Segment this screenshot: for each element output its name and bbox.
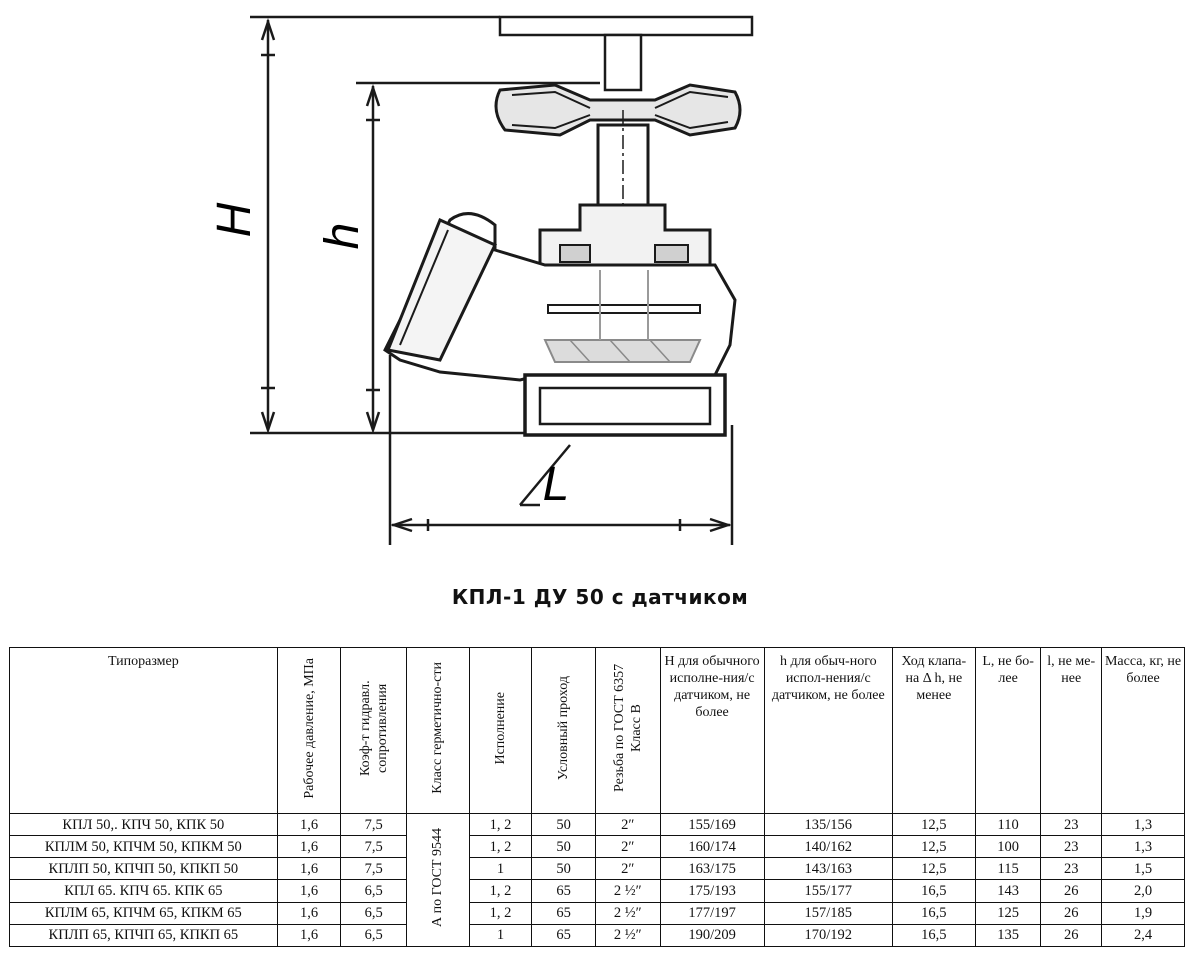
cell-l: 26 [1041, 902, 1102, 924]
cell-stroke: 12,5 [892, 858, 975, 880]
cell-typesize: КПЛ 50,. КПЧ 50, КПК 50 [10, 814, 278, 836]
cell-mass: 1,3 [1102, 836, 1185, 858]
cell-nominal-bore: 50 [532, 814, 596, 836]
cell-thread: 2 ½″ [595, 902, 660, 924]
cell-execution: 1, 2 [469, 814, 532, 836]
header-H: Н для обычного исполне-ния/с датчиком, не более [660, 648, 764, 814]
cell-execution: 1 [469, 924, 532, 946]
header-execution: Исполнение [469, 648, 532, 814]
cell-execution: 1 [469, 858, 532, 880]
cell-L: 135 [975, 924, 1041, 946]
cell-H: 163/175 [660, 858, 764, 880]
cell-H: 155/169 [660, 814, 764, 836]
cell-coef: 6,5 [341, 924, 407, 946]
cell-execution: 1, 2 [469, 880, 532, 902]
table-row [10, 924, 1185, 946]
header-row [10, 648, 1185, 814]
cell-thread: 2 ½″ [595, 924, 660, 946]
cell-L: 125 [975, 902, 1041, 924]
cell-h: 170/192 [764, 924, 892, 946]
cell-coef: 7,5 [341, 836, 407, 858]
cell-pressure: 1,6 [277, 814, 341, 836]
cell-L: 143 [975, 880, 1041, 902]
cell-coef: 6,5 [341, 902, 407, 924]
cell-coef: 7,5 [341, 814, 407, 836]
cell-h: 143/163 [764, 858, 892, 880]
cell-h: 140/162 [764, 836, 892, 858]
cell-mass: 2,4 [1102, 924, 1185, 946]
cell-nominal-bore: 65 [532, 924, 596, 946]
cell-H: 177/197 [660, 902, 764, 924]
cell-stroke: 16,5 [892, 902, 975, 924]
header-tightness-class: Класс герметично-сти [407, 648, 470, 814]
cell-coef: 7,5 [341, 858, 407, 880]
cell-nominal-bore: 50 [532, 836, 596, 858]
cell-L: 110 [975, 814, 1041, 836]
header-L: L, не бо-лее [975, 648, 1041, 814]
dimension-label-h: h [316, 222, 369, 250]
drawing-caption: КПЛ-1 ДУ 50 с датчиком [451, 585, 749, 609]
cell-typesize: КПЛМ 50, КПЧМ 50, КПКМ 50 [10, 836, 278, 858]
cell-pressure: 1,6 [277, 858, 341, 880]
dimension-label-L: L [542, 458, 570, 511]
cell-nominal-bore: 65 [532, 902, 596, 924]
table-row [10, 858, 1185, 880]
cell-l: 26 [1041, 880, 1102, 902]
cell-thread: 2″ [595, 858, 660, 880]
cell-stroke: 12,5 [892, 836, 975, 858]
cell-mass: 2,0 [1102, 880, 1185, 902]
cell-H: 175/193 [660, 880, 764, 902]
table-row [10, 836, 1185, 858]
cell-thread: 2″ [595, 836, 660, 858]
cell-stroke: 16,5 [892, 880, 975, 902]
cell-tightness-class: А по ГОСТ 9544 [407, 814, 470, 947]
header-l: l, не ме-нее [1041, 648, 1102, 814]
cell-l: 23 [1041, 858, 1102, 880]
header-coef: Коэф-т гидравл. сопротивления [341, 648, 407, 814]
cell-H: 190/209 [660, 924, 764, 946]
cell-L: 115 [975, 858, 1041, 880]
cell-nominal-bore: 65 [532, 880, 596, 902]
cell-execution: 1, 2 [469, 836, 532, 858]
cell-H: 160/174 [660, 836, 764, 858]
spec-table [9, 647, 1185, 947]
cell-l: 23 [1041, 836, 1102, 858]
cell-stroke: 12,5 [892, 814, 975, 836]
cell-thread: 2 ½″ [595, 880, 660, 902]
cell-mass: 1,9 [1102, 902, 1185, 924]
cell-typesize: КПЛП 50, КПЧП 50, КПКП 50 [10, 858, 278, 880]
cell-mass: 1,5 [1102, 858, 1185, 880]
cell-nominal-bore: 50 [532, 858, 596, 880]
header-typesize: Типоразмер [10, 648, 278, 814]
table-row [10, 814, 1185, 836]
cell-l: 23 [1041, 814, 1102, 836]
header-stroke: Ход клапа-на Δ h, не менее [892, 648, 975, 814]
cell-pressure: 1,6 [277, 902, 341, 924]
header-pressure: Рабочее давление, МПа [277, 648, 341, 814]
dimension-label-H: H [208, 202, 261, 238]
cell-h: 157/185 [764, 902, 892, 924]
cell-stroke: 16,5 [892, 924, 975, 946]
cell-typesize: КПЛ 65. КПЧ 65. КПК 65 [10, 880, 278, 902]
cell-l: 26 [1041, 924, 1102, 946]
cell-pressure: 1,6 [277, 924, 341, 946]
header-h: h для обыч-ного испол-нения/с датчиком, не более [764, 648, 892, 814]
cell-h: 135/156 [764, 814, 892, 836]
cell-execution: 1, 2 [469, 902, 532, 924]
cell-typesize: КПЛП 65, КПЧП 65, КПКП 65 [10, 924, 278, 946]
table-row [10, 880, 1185, 902]
header-thread: Резьба по ГОСТ 6357 Класс В [595, 648, 660, 814]
cell-L: 100 [975, 836, 1041, 858]
table-row [10, 902, 1185, 924]
cell-h: 155/177 [764, 880, 892, 902]
cell-coef: 6,5 [341, 880, 407, 902]
cell-thread: 2″ [595, 814, 660, 836]
cell-pressure: 1,6 [277, 880, 341, 902]
header-nominal-bore: Условный проход [532, 648, 596, 814]
cell-pressure: 1,6 [277, 836, 341, 858]
cell-typesize: КПЛМ 65, КПЧМ 65, КПКМ 65 [10, 902, 278, 924]
header-mass: Масса, кг, не более [1102, 648, 1185, 814]
cell-mass: 1,3 [1102, 814, 1185, 836]
